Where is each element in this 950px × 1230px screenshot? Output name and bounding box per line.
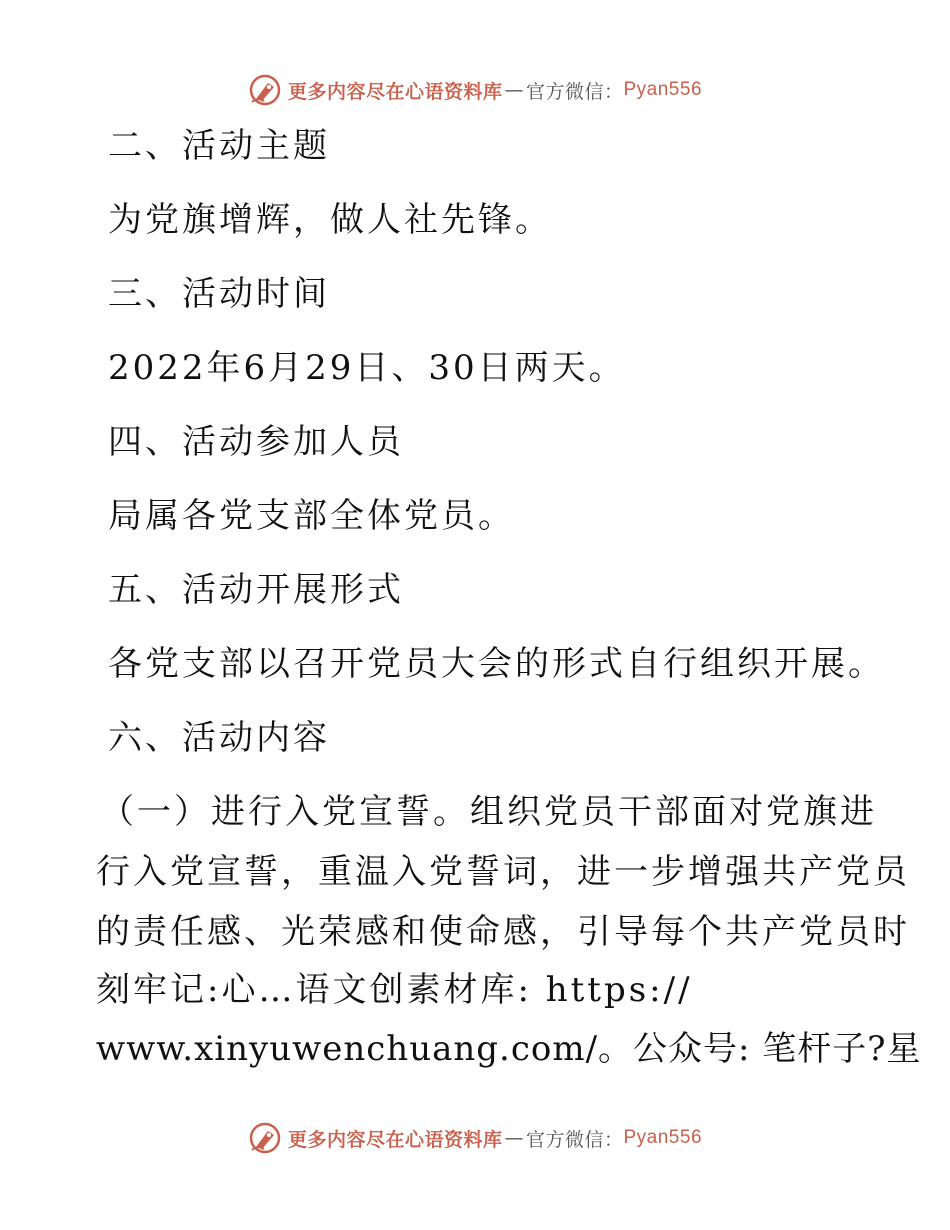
theme-text: 为党旗增辉，做人社先锋。 [108,200,552,240]
paragraph-line: 的责任感、光荣感和使命感，引导每个共产党员时 [96,912,910,952]
banner-wechat-id: Pyan556 [623,1127,703,1148]
paragraph-line: 刻牢记:心…语文创素材库: https:// [96,970,693,1010]
banner-dash: — [504,79,524,101]
banner-wechat-label: 官方微信： [525,1128,624,1151]
time-text: 2022年6月29日、30日两天。 [108,348,626,388]
participants-text: 局属各党支部全体党员。 [108,496,515,536]
section-heading-format: 五、活动开展形式 [108,570,404,610]
banner-wechat-label: 官方微信： [525,80,624,103]
banner-wechat-id: Pyan556 [623,79,703,100]
paragraph-line: 行入党宣誓，重温入党誓词，进一步增强共产党员 [96,852,910,892]
section-heading-content: 六、活动内容 [108,718,330,758]
paragraph-line: （一）进行入党宣誓。组织党员干部面对党旗进 [100,792,877,832]
header-watermark-banner [0,70,950,110]
pen-nib-logo-icon [248,1121,282,1155]
banner-main-text: 更多内容尽在心语资料库 [287,1128,503,1151]
format-text: 各党支部以召开党员大会的形式自行组织开展。 [108,644,885,684]
section-heading-theme: 二、活动主题 [108,126,330,166]
banner-dash: — [504,1127,524,1149]
pen-nib-logo-icon [248,73,282,107]
banner-main-text: 更多内容尽在心语资料库 [287,80,503,103]
section-heading-participants: 四、活动参加人员 [108,422,404,462]
paragraph-line: www.xinyuwenchuang.com/。公众号: 笔杆子?星 [96,1029,922,1069]
section-heading-time: 三、活动时间 [108,274,330,314]
footer-watermark-banner [0,1118,950,1158]
